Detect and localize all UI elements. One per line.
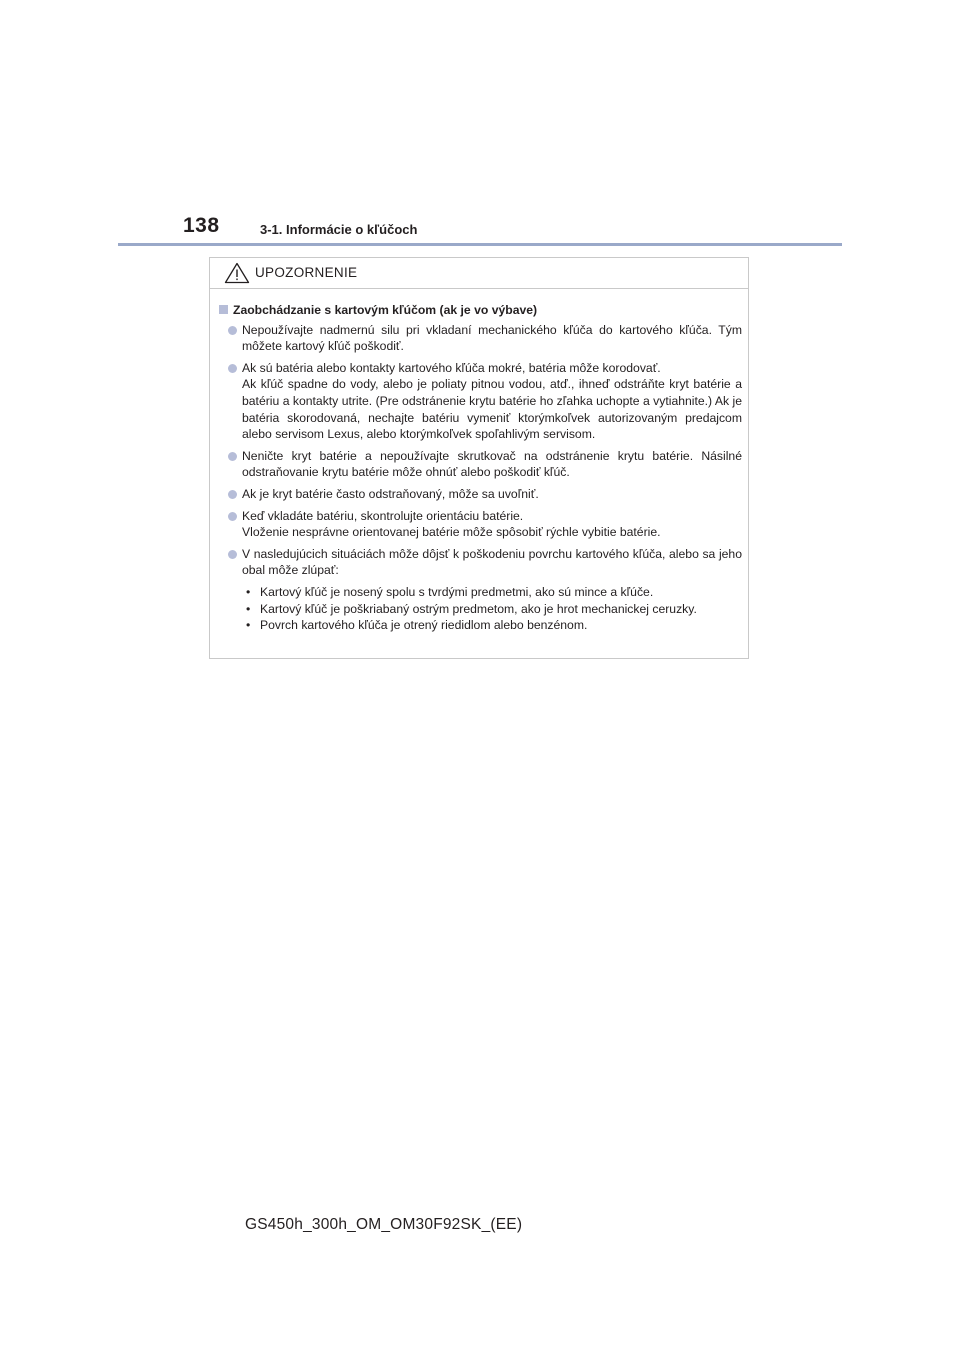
list-item-text: Keď vkladáte batériu, skontrolujte orientáciu batérie.: [242, 508, 524, 523]
dot-bullet-icon: •: [246, 601, 251, 616]
round-bullet-icon: [228, 364, 237, 373]
round-bullet-icon: [228, 452, 237, 461]
list-item: [228, 546, 742, 634]
list-item: [228, 360, 742, 443]
dot-bullet-icon: •: [246, 584, 251, 599]
list-item-text: Neničte kryt batérie a nepoužívajte skrutkovač na odstránenie krytu batérie. Násilné odstraňovanie krytu batérie môže ohnúť alebo poškodiť kľúč.: [242, 448, 742, 480]
dot-bullet-icon: •: [246, 618, 251, 633]
sub-list-item: [246, 584, 742, 601]
round-bullet-icon: [228, 326, 237, 335]
list-item-text: Vloženie nesprávne orientovanej batérie môže spôsobiť rýchle vybitie batérie.: [242, 525, 661, 540]
sub-list-item-text: Povrch kartového kľúča je otrený riedidlom alebo benzénom.: [260, 618, 588, 633]
warning-triangle-icon: [224, 262, 250, 284]
list-item: [228, 508, 742, 541]
list-item-text: Ak kľúč spadne do vody, alebo je poliaty pitnou vodou, atď., ihneď odstráňte kryt batérie a batériu a kontakty utrite. (Pre odstránenie krytu batérie ho zľahka uchopte a vytiahnite.) Ak je batéria skorodovaná, nechajte batériu vymeniť ktorýmkoľvek autorizovaným predajcom alebo servisom Lexus, alebo ktorýmkoľvek spoľahlivým servisom.: [242, 377, 742, 442]
warning-body: [210, 289, 748, 634]
sub-list-item-text: Kartový kľúč je nosený spolu s tvrdými predmetmi, ako sú mince a kľúče.: [260, 584, 654, 599]
list-item-text: V nasledujúcich situáciách môže dôjsť k poškodeniu povrchu kartového kľúča, alebo sa jeho obal môže zlúpať:: [242, 546, 742, 578]
list-item-text: Ak je kryt batérie často odstraňovaný, môže sa uvoľniť.: [242, 486, 539, 501]
round-bullet-icon: [228, 512, 237, 521]
topic-heading-text: Zaobchádzanie s kartovým kľúčom (ak je vo výbave): [233, 303, 538, 317]
warning-title: UPOZORNENIE: [255, 265, 358, 280]
document-code: GS450h_300h_OM_OM30F92SK_(EE): [245, 1216, 523, 1233]
sub-list: [246, 584, 742, 634]
page-number: 138: [183, 214, 220, 237]
topic-heading: [219, 302, 742, 319]
list-item: [228, 322, 742, 355]
round-bullet-icon: [228, 490, 237, 499]
list-item: [228, 486, 742, 503]
sub-list-item-text: Kartový kľúč je poškriabaný ostrým predmetom, ako je hrot mechanickej ceruzky.: [260, 601, 697, 616]
sub-list-item: [246, 617, 742, 634]
list-item-text: Nepoužívajte nadmernú silu pri vkladaní mechanického kľúča do kartového kľúča. Tým môžete kartový kľúč poškodiť.: [242, 322, 742, 354]
round-bullet-icon: [228, 550, 237, 559]
warning-header: [210, 258, 748, 289]
list-item-text: Ak sú batéria alebo kontakty kartového kľúča mokré, batéria môže korodovať.: [242, 360, 661, 375]
list-item: [228, 448, 742, 481]
section-title: 3-1. Informácie o kľúčoch: [260, 222, 418, 237]
square-bullet-icon: [219, 305, 228, 314]
header-rule: [118, 243, 842, 246]
sub-list-item: [246, 601, 742, 618]
warning-box: [209, 257, 749, 659]
